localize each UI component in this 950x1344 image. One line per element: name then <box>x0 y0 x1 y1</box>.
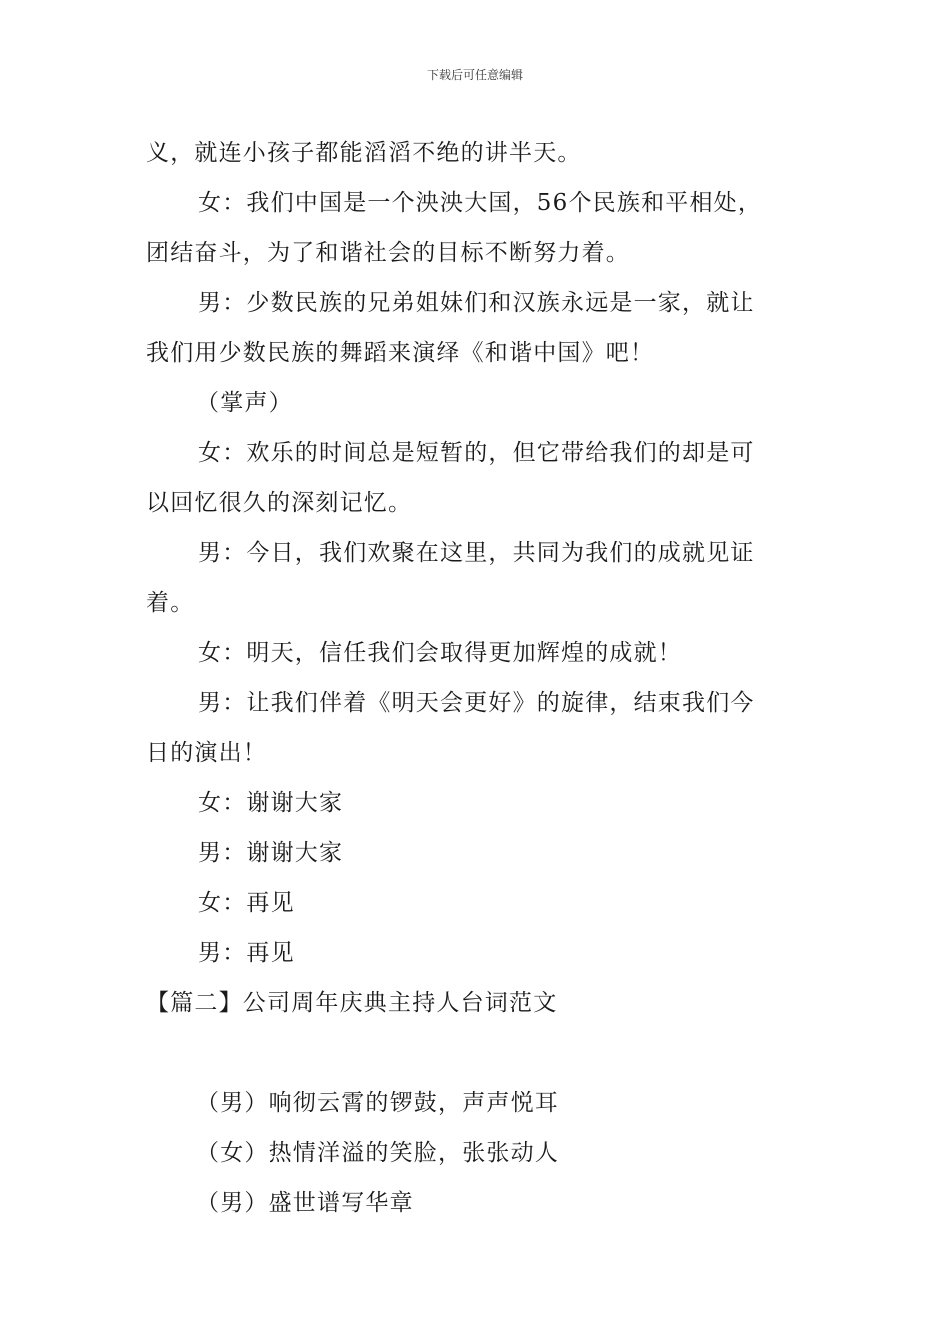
paragraph-line: 男：让我们伴着《明天会更好》的旋律，结束我们今 <box>198 690 755 716</box>
paragraph-line: 以回忆很久的深刻记忆。 <box>146 490 413 516</box>
paragraph-line: 日的演出！ <box>146 740 267 766</box>
paragraph-line: 男：少数民族的兄弟姐妹们和汉族永远是一家，就让 <box>198 290 755 316</box>
paragraph-line: 男：今日，我们欢聚在这里，共同为我们的成就见证 <box>198 540 755 566</box>
paragraph-line: （男）响彻云霄的锣鼓，声声悦耳 <box>196 1090 559 1116</box>
paragraph-line: 我们用少数民族的舞蹈来演绎《和谐中国》吧！ <box>146 340 655 366</box>
document-body <box>146 128 816 1228</box>
paragraph-line: 男：再见 <box>198 940 295 966</box>
section-heading: 【篇二】公司周年庆典主持人台词范文 <box>146 990 558 1016</box>
paragraph-line: 女：明天，信任我们会取得更加辉煌的成就！ <box>198 640 682 666</box>
paragraph-line: 女：我们中国是一个泱泱大国，56个民族和平相处， <box>198 190 763 216</box>
paragraph-line: 着。 <box>146 590 195 616</box>
paragraph-line: （男）盛世谱写华章 <box>196 1190 414 1216</box>
paragraph-line: （掌声） <box>196 390 293 416</box>
paragraph-line: 男：谢谢大家 <box>198 840 344 866</box>
paragraph-line: 女：欢乐的时间总是短暂的，但它带给我们的却是可 <box>198 440 755 466</box>
paragraph-line: （女）热情洋溢的笑脸，张张动人 <box>196 1140 559 1166</box>
page-header: 下载后可任意编辑 <box>426 68 523 82</box>
paragraph-line: 女：谢谢大家 <box>198 790 344 816</box>
blank-line <box>146 1028 816 1078</box>
paragraph-line: 女：再见 <box>198 890 295 916</box>
paragraph-line: 义，就连小孩子都能滔滔不绝的讲半天。 <box>146 140 582 166</box>
paragraph-line: 团结奋斗，为了和谐社会的目标不断努力着。 <box>146 240 630 266</box>
